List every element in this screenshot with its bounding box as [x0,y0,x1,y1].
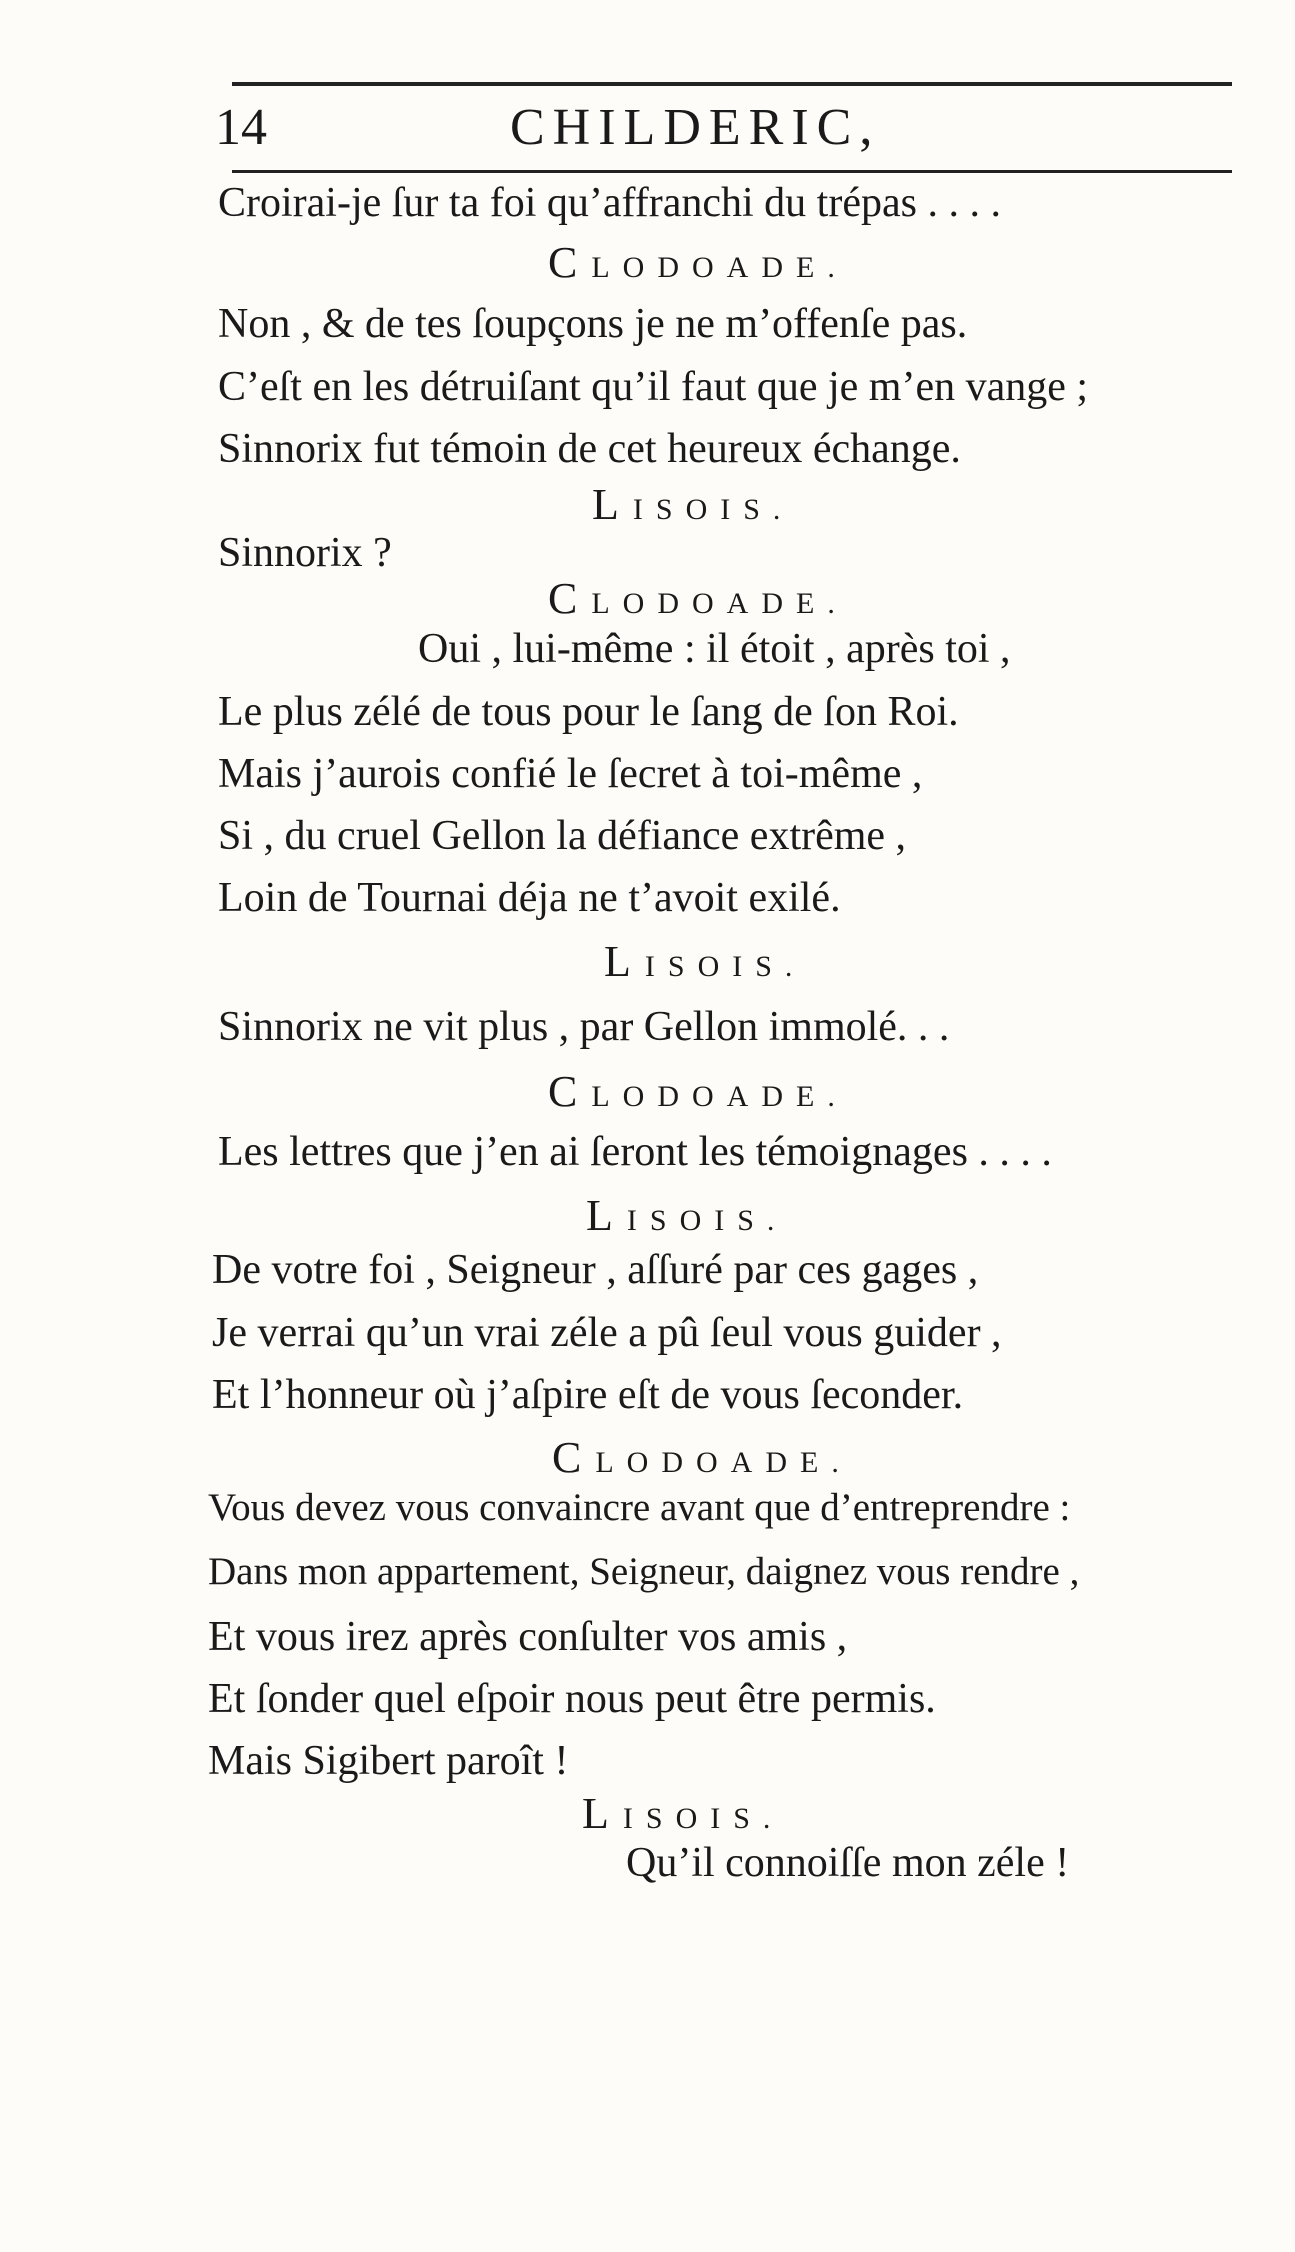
verse-line: Et vous irez après conſulter vos amis , [208,1614,848,1660]
verse-line: Sinnorix ne vit plus , par Gellon immolé. . . [218,1004,950,1050]
speaker-rest: LODOADE. [591,587,848,620]
speaker-initial: C [548,1067,592,1116]
verse-line: Le plus zélé de tous pour le ſang de ſon Roi. [218,689,959,735]
verse-line: Loin de Tournai déja ne t’avoit exilé. [218,875,841,921]
verse-line: De votre foi , Seigneur , aſſuré par ces gages , [212,1247,979,1293]
speaker-rest: ISOIS. [626,1204,788,1237]
speaker-rest: ISOIS. [644,950,806,983]
verse-line: Et l’honneur où j’aſpire eſt de vous ſeconder. [212,1372,964,1418]
header-rule-bottom [232,170,1232,173]
verse-line: C’eſt en les détruiſant qu’il faut que je m’en vange ; [218,364,1089,410]
header-rule-top [232,82,1232,86]
verse-line: Dans mon appartement, Seigneur, daignez vous rendre , [208,1550,1080,1593]
speaker-initial: L [582,1789,623,1838]
speaker-initial: C [548,574,592,623]
speaker-rest: LODOADE. [591,1080,848,1113]
speaker-initial: L [586,1191,627,1240]
speaker-name [604,937,806,986]
speaker-name [582,1789,784,1838]
verse-line: Vous devez vous convaincre avant que d’entreprendre : [208,1486,1071,1529]
speaker-initial: C [548,238,592,287]
running-title: CHILDERIC, [510,99,881,156]
speaker-rest: LODOADE. [595,1446,852,1479]
speaker-name [548,1067,848,1116]
verse-line: Qu’il connoiſſe mon zéle ! [626,1840,1070,1886]
speaker-name [586,1191,788,1240]
speaker-initial: L [604,937,645,986]
speaker-name [552,1433,852,1482]
speaker-name [548,574,848,623]
verse-line: Croirai-je ſur ta foi qu’affranchi du trépas . . . . [218,180,1001,226]
verse-line: Je verrai qu’un vrai zéle a pû ſeul vous guider , [212,1310,1002,1356]
speaker-initial: C [552,1433,596,1482]
verse-line: Mais j’aurois confié le ſecret à toi-même , [218,751,923,797]
verse-line: Les lettres que j’en ai ſeront les témoignages . . . . [218,1129,1052,1175]
verse-line: Mais Sigibert paroît ! [208,1738,569,1784]
verse-line: Et ſonder quel eſpoir nous peut être permis. [208,1676,936,1722]
speaker-name [592,480,794,529]
speaker-rest: LODOADE. [591,251,848,284]
verse-line: Sinnorix fut témoin de cet heureux échange. [218,426,961,472]
verse-line: Sinnorix ? [218,530,392,576]
verse-line: Si , du cruel Gellon la défiance extrême , [218,813,907,859]
verse-line: Oui , lui-même : il étoit , après toi , [418,626,1011,672]
speaker-name [548,238,848,287]
speaker-rest: ISOIS. [622,1802,784,1835]
page-number: 14 [215,99,267,156]
verse-line: Non , & de tes ſoupçons je ne m’offenſe pas. [218,301,968,347]
speaker-rest: ISOIS. [632,493,794,526]
speaker-initial: L [592,480,633,529]
